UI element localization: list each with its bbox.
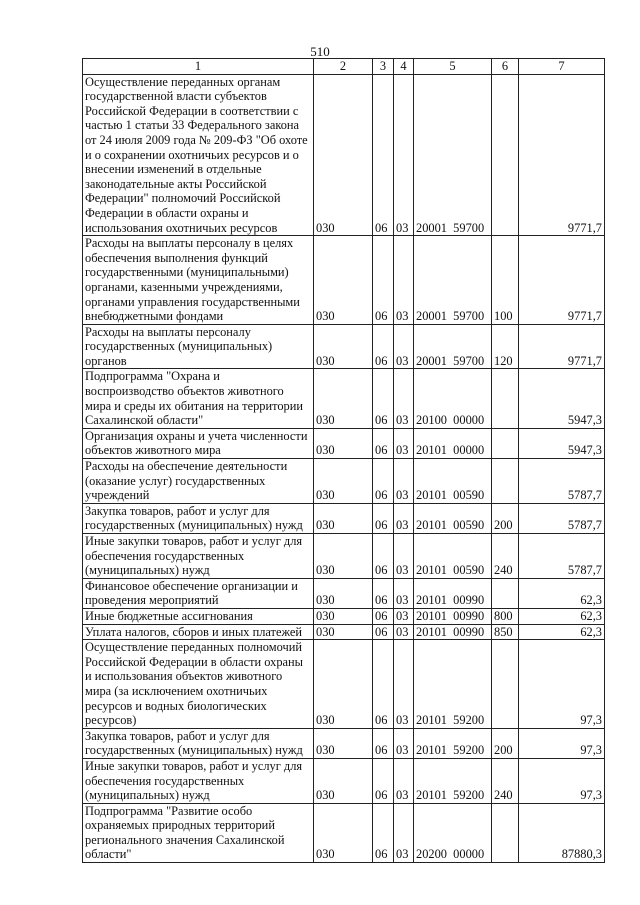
- expense-type-cell: [492, 428, 519, 458]
- expense-type-cell: 800: [492, 608, 519, 624]
- expense-type-cell: 850: [492, 624, 519, 640]
- expense-type-cell: 200: [492, 728, 519, 758]
- section-code-cell: 06: [373, 428, 394, 458]
- row-name-cell: Уплата налогов, сборов и иных платежей: [83, 624, 314, 640]
- amount-cell: 5787,7: [519, 503, 605, 533]
- column-header: 3: [373, 59, 394, 75]
- section-code-cell: 06: [373, 459, 394, 504]
- ministry-code-cell: 030: [314, 758, 373, 803]
- amount-cell: 62,3: [519, 624, 605, 640]
- table-row: [83, 758, 605, 803]
- section-code-cell: 06: [373, 624, 394, 640]
- ministry-code-cell: 030: [314, 640, 373, 729]
- row-name-cell: Осуществление переданных органам государственной власти субъектов Российской Федерации в соответствии с частью 1 статьи 33 Федерального закона от 24 июля 2009 года № 209-ФЗ "Об охоте и о сохранении охотничьих ресурсов и о внесении изменений в отдельные законодательные акты Российской Федерации" полномочий Российской Федерации в области охраны и использования охотничьих ресурсов: [83, 74, 314, 236]
- row-name-cell: Расходы на выплаты персоналу государственных (муниципальных) органов: [83, 324, 314, 369]
- table-row: [83, 428, 605, 458]
- table-row: [83, 578, 605, 608]
- amount-cell: 97,3: [519, 728, 605, 758]
- target-article-cell: 20101 00590: [414, 503, 492, 533]
- subsection-code-cell: 03: [394, 459, 414, 504]
- table-row: [83, 74, 605, 236]
- table-row: [83, 459, 605, 504]
- target-article-cell: 20100 00000: [414, 369, 492, 428]
- subsection-code-cell: 03: [394, 236, 414, 325]
- section-code-cell: 06: [373, 758, 394, 803]
- table-row: [83, 608, 605, 624]
- subsection-code-cell: 03: [394, 640, 414, 729]
- row-name-cell: Иные бюджетные ассигнования: [83, 608, 314, 624]
- section-code-cell: 06: [373, 578, 394, 608]
- expense-type-cell: [492, 803, 519, 862]
- ministry-code-cell: 030: [314, 324, 373, 369]
- amount-cell: 62,3: [519, 578, 605, 608]
- row-name-cell: Расходы на обеспечение деятельности (оказание услуг) государственных учреждений: [83, 459, 314, 504]
- table-row: [83, 534, 605, 579]
- target-article-cell: 20001 59700: [414, 236, 492, 325]
- ministry-code-cell: 030: [314, 503, 373, 533]
- table-header-row: [83, 59, 605, 75]
- amount-cell: 9771,7: [519, 236, 605, 325]
- section-code-cell: 06: [373, 728, 394, 758]
- target-article-cell: 20101 00000: [414, 428, 492, 458]
- row-name-cell: Осуществление переданных полномочий Российской Федерации в области охраны и использования объектов животного мира (за исключением охотничьих ресурсов и водных биологических ресурсов): [83, 640, 314, 729]
- expense-type-cell: [492, 74, 519, 236]
- ministry-code-cell: 030: [314, 459, 373, 504]
- section-code-cell: 06: [373, 608, 394, 624]
- table-row: [83, 324, 605, 369]
- section-code-cell: 06: [373, 324, 394, 369]
- target-article-cell: 20101 59200: [414, 758, 492, 803]
- subsection-code-cell: 03: [394, 534, 414, 579]
- ministry-code-cell: 030: [314, 534, 373, 579]
- row-name-cell: Иные закупки товаров, работ и услуг для обеспечения государственных (муниципальных) нужд: [83, 534, 314, 579]
- table-row: [83, 803, 605, 862]
- row-name-cell: Подпрограмма "Охрана и воспроизводство объектов животного мира и среды их обитания на территории Сахалинской области": [83, 369, 314, 428]
- section-code-cell: 06: [373, 503, 394, 533]
- section-code-cell: 06: [373, 74, 394, 236]
- subsection-code-cell: 03: [394, 578, 414, 608]
- expense-type-cell: [492, 369, 519, 428]
- section-code-cell: 06: [373, 236, 394, 325]
- ministry-code-cell: 030: [314, 369, 373, 428]
- row-name-cell: Финансовое обеспечение организации и проведения мероприятий: [83, 578, 314, 608]
- target-article-cell: 20101 00590: [414, 459, 492, 504]
- ministry-code-cell: 030: [314, 624, 373, 640]
- column-header: 1: [83, 59, 314, 75]
- section-code-cell: 06: [373, 640, 394, 729]
- ministry-code-cell: 030: [314, 608, 373, 624]
- ministry-code-cell: 030: [314, 803, 373, 862]
- amount-cell: 5787,7: [519, 459, 605, 504]
- section-code-cell: 06: [373, 369, 394, 428]
- row-name-cell: Закупка товаров, работ и услуг для государственных (муниципальных) нужд: [83, 728, 314, 758]
- ministry-code-cell: 030: [314, 428, 373, 458]
- section-code-cell: 06: [373, 803, 394, 862]
- amount-cell: 5787,7: [519, 534, 605, 579]
- expense-type-cell: 240: [492, 534, 519, 579]
- amount-cell: 97,3: [519, 640, 605, 729]
- table-body: [83, 74, 605, 862]
- target-article-cell: 20001 59700: [414, 74, 492, 236]
- subsection-code-cell: 03: [394, 803, 414, 862]
- expense-type-cell: [492, 459, 519, 504]
- row-name-cell: Организация охраны и учета численности объектов животного мира: [83, 428, 314, 458]
- expense-type-cell: [492, 640, 519, 729]
- amount-cell: 87880,3: [519, 803, 605, 862]
- budget-table: [82, 58, 605, 863]
- target-article-cell: 20101 59200: [414, 728, 492, 758]
- amount-cell: 62,3: [519, 608, 605, 624]
- subsection-code-cell: 03: [394, 503, 414, 533]
- table-row: [83, 503, 605, 533]
- section-code-cell: 06: [373, 534, 394, 579]
- table-row: [83, 624, 605, 640]
- table-row: [83, 640, 605, 729]
- subsection-code-cell: 03: [394, 624, 414, 640]
- table-row: [83, 369, 605, 428]
- expense-type-cell: 100: [492, 236, 519, 325]
- subsection-code-cell: 03: [394, 608, 414, 624]
- subsection-code-cell: 03: [394, 428, 414, 458]
- subsection-code-cell: 03: [394, 369, 414, 428]
- target-article-cell: 20101 00990: [414, 578, 492, 608]
- row-name-cell: Закупка товаров, работ и услуг для государственных (муниципальных) нужд: [83, 503, 314, 533]
- table-row: [83, 236, 605, 325]
- ministry-code-cell: 030: [314, 74, 373, 236]
- amount-cell: 5947,3: [519, 428, 605, 458]
- table-row: [83, 728, 605, 758]
- expense-type-cell: 120: [492, 324, 519, 369]
- column-header: 7: [519, 59, 605, 75]
- column-header: 4: [394, 59, 414, 75]
- subsection-code-cell: 03: [394, 74, 414, 236]
- amount-cell: 5947,3: [519, 369, 605, 428]
- subsection-code-cell: 03: [394, 758, 414, 803]
- target-article-cell: 20101 00590: [414, 534, 492, 579]
- column-header: 2: [314, 59, 373, 75]
- ministry-code-cell: 030: [314, 236, 373, 325]
- subsection-code-cell: 03: [394, 324, 414, 369]
- expense-type-cell: [492, 578, 519, 608]
- subsection-code-cell: 03: [394, 728, 414, 758]
- target-article-cell: 20001 59700: [414, 324, 492, 369]
- ministry-code-cell: 030: [314, 578, 373, 608]
- target-article-cell: 20101 00990: [414, 608, 492, 624]
- expense-type-cell: 200: [492, 503, 519, 533]
- column-header: 5: [414, 59, 492, 75]
- target-article-cell: 20101 00990: [414, 624, 492, 640]
- row-name-cell: Иные закупки товаров, работ и услуг для обеспечения государственных (муниципальных) нужд: [83, 758, 314, 803]
- amount-cell: 97,3: [519, 758, 605, 803]
- target-article-cell: 20200 00000: [414, 803, 492, 862]
- amount-cell: 9771,7: [519, 324, 605, 369]
- ministry-code-cell: 030: [314, 728, 373, 758]
- row-name-cell: Расходы на выплаты персоналу в целях обеспечения выполнения функций государственными (муниципальными) органами, казенными учреждениями, органами управления государственными внебюджетными фондами: [83, 236, 314, 325]
- page-number: 510: [310, 44, 330, 59]
- column-header: 6: [492, 59, 519, 75]
- amount-cell: 9771,7: [519, 74, 605, 236]
- expense-type-cell: 240: [492, 758, 519, 803]
- row-name-cell: Подпрограмма "Развитие особо охраняемых природных территорий регионального значения Сахалинской области": [83, 803, 314, 862]
- target-article-cell: 20101 59200: [414, 640, 492, 729]
